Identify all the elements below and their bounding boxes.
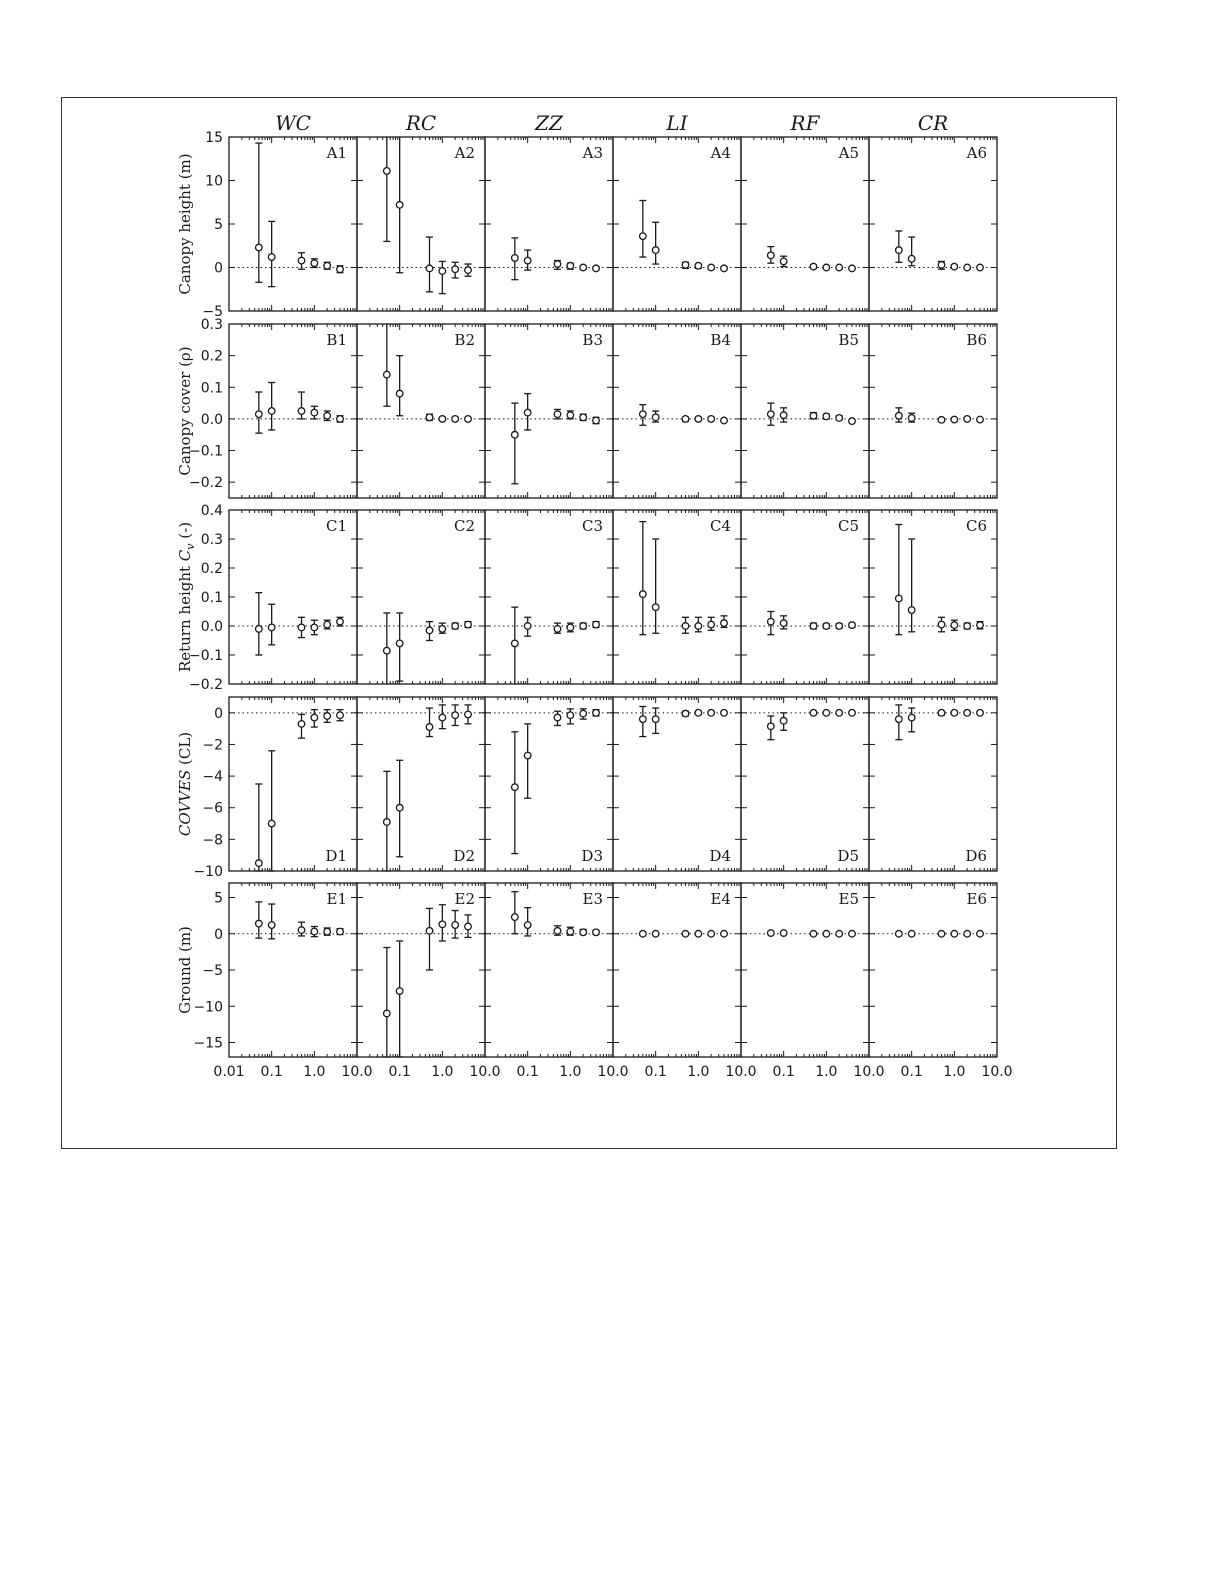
data-point-C6	[964, 623, 971, 630]
panel-frame-D4	[613, 697, 741, 871]
column-header-li: LI	[666, 111, 688, 135]
data-point-A2	[439, 268, 446, 275]
data-point-D2	[465, 711, 472, 718]
y-tick-label-row-3: 0.2	[200, 561, 223, 577]
data-point-B1	[268, 408, 275, 415]
data-point-A4	[652, 247, 659, 254]
data-point-C3	[554, 626, 561, 633]
panel-frame-B2	[357, 324, 485, 498]
data-point-D3	[580, 710, 587, 717]
data-point-D4	[721, 710, 728, 717]
data-point-D2	[439, 714, 446, 721]
data-point-A5	[810, 263, 817, 270]
data-point-D5	[768, 723, 775, 730]
data-point-D3	[512, 784, 519, 791]
y-tick-label-row-5: −15	[193, 1035, 223, 1052]
data-point-D5	[780, 717, 787, 724]
y-tick-label-row-2: −0.1	[189, 443, 223, 460]
x-tick-label: 0.1	[772, 1064, 795, 1080]
data-point-D4	[695, 710, 702, 717]
y-tick-label-row-4: −6	[202, 800, 223, 817]
y-tick-label-row-3: 0.4	[200, 503, 223, 519]
data-point-C6	[908, 607, 915, 614]
panel-label-A3: A3	[582, 144, 603, 162]
data-point-B3	[554, 411, 561, 418]
y-axis-label-row-5: Ground (m)	[176, 926, 194, 1014]
panel-label-C1: C1	[325, 517, 347, 535]
panel-label-B4: B4	[710, 331, 731, 349]
data-point-A3	[593, 265, 600, 272]
x-tick-label: 1.0	[431, 1064, 454, 1080]
data-point-E3	[512, 914, 519, 921]
panel-label-C3: C3	[581, 517, 603, 535]
data-point-C5	[810, 623, 817, 630]
data-point-A4	[708, 264, 715, 271]
data-point-D4	[640, 716, 647, 723]
y-tick-label-row-5: −10	[193, 999, 223, 1016]
data-point-E1	[337, 928, 344, 935]
data-point-A5	[768, 252, 775, 259]
data-point-B6	[896, 412, 903, 419]
data-point-B3	[567, 412, 574, 419]
panel-frame-C4	[613, 510, 741, 684]
panel-label-E1: E1	[326, 890, 347, 908]
data-point-E1	[324, 928, 331, 935]
data-point-E2	[384, 1010, 391, 1017]
data-point-B2	[465, 416, 472, 423]
panel-label-D3: D3	[581, 847, 603, 865]
data-point-B5	[810, 412, 817, 419]
data-point-A3	[580, 264, 587, 271]
data-point-C1	[256, 626, 263, 633]
x-tick-label: 1.0	[943, 1064, 966, 1080]
data-point-E6	[977, 930, 984, 937]
data-point-E2	[452, 922, 459, 929]
panel-frame-B5	[741, 324, 869, 498]
data-point-E5	[849, 930, 856, 937]
data-point-C4	[682, 623, 689, 630]
panel-frame-A6	[869, 137, 997, 311]
data-point-E1	[268, 922, 275, 929]
panel-frame-B4	[613, 324, 741, 498]
data-point-B5	[836, 415, 843, 422]
panel-frame-C1	[229, 510, 357, 684]
data-point-B2	[452, 416, 459, 423]
data-point-D6	[977, 710, 984, 717]
data-point-D6	[908, 714, 915, 721]
x-tick-label: 1.0	[687, 1064, 710, 1080]
panel-frame-C3	[485, 510, 613, 684]
data-point-A3	[512, 255, 519, 262]
column-header-wc: WC	[275, 111, 311, 135]
data-point-C2	[465, 621, 472, 628]
data-point-A6	[938, 262, 945, 269]
y-tick-label-row-1: 10	[205, 173, 223, 190]
data-point-E2	[465, 923, 472, 930]
panel-label-A4: A4	[710, 144, 731, 162]
y-tick-label-row-1: 5	[214, 217, 223, 233]
data-point-E4	[682, 930, 689, 937]
data-point-A4	[682, 262, 689, 269]
data-point-B1	[311, 409, 318, 416]
panel-frame-E2	[357, 883, 485, 1057]
data-point-E2	[396, 988, 403, 995]
data-point-A1	[337, 266, 344, 273]
data-point-D3	[593, 710, 600, 717]
data-point-E3	[580, 929, 587, 936]
data-point-E4	[721, 930, 728, 937]
data-point-D5	[823, 710, 830, 717]
data-point-A6	[964, 264, 971, 271]
panel-label-A5: A5	[838, 144, 859, 162]
data-point-B6	[908, 415, 915, 422]
panel-frame-B1	[229, 324, 357, 498]
panel-label-B6: B6	[966, 331, 987, 349]
y-tick-label-row-3: 0.0	[200, 619, 223, 635]
data-point-A3	[524, 257, 531, 264]
data-point-E2	[439, 921, 446, 928]
x-tick-label: 0.1	[260, 1064, 283, 1080]
data-point-C5	[768, 618, 775, 625]
data-point-B1	[324, 412, 331, 419]
x-tick-label: 1.0	[303, 1064, 326, 1080]
y-tick-label-row-5: 0	[214, 926, 223, 943]
data-point-B5	[780, 412, 787, 419]
x-tick-label: 0.01	[213, 1064, 245, 1080]
data-point-E6	[908, 930, 915, 937]
y-tick-label-row-3: −0.2	[189, 677, 223, 693]
panel-frame-D6	[869, 697, 997, 871]
x-tick-label: 10.0	[597, 1064, 629, 1080]
data-point-D6	[951, 710, 958, 717]
data-point-A6	[908, 255, 915, 262]
data-point-B1	[337, 416, 344, 423]
data-point-D2	[384, 819, 391, 826]
y-tick-label-row-5: 5	[214, 890, 223, 907]
data-point-A2	[384, 168, 391, 175]
data-point-D4	[708, 710, 715, 717]
data-point-E1	[298, 927, 305, 934]
data-point-D6	[896, 716, 903, 723]
data-point-E3	[554, 928, 561, 935]
data-point-A1	[256, 244, 263, 251]
panel-label-E2: E2	[454, 890, 475, 908]
panel-label-C5: C5	[837, 517, 859, 535]
data-point-D4	[652, 716, 659, 723]
y-tick-label-row-4: −10	[193, 864, 223, 880]
panel-label-A2: A2	[454, 144, 475, 162]
y-tick-label-row-1: 15	[205, 130, 223, 146]
data-point-C4	[640, 591, 647, 598]
data-point-A5	[823, 264, 830, 271]
panel-label-E5: E5	[838, 890, 859, 908]
y-tick-label-row-2: −0.2	[189, 475, 223, 492]
panel-label-B3: B3	[582, 331, 603, 349]
data-point-D6	[964, 710, 971, 717]
data-point-E4	[695, 930, 702, 937]
data-point-B2	[384, 371, 391, 378]
x-tick-label: 10.0	[469, 1064, 501, 1080]
column-header-rf: RF	[790, 111, 820, 135]
data-point-D1	[298, 721, 305, 728]
x-tick-label: 1.0	[559, 1064, 582, 1080]
x-tick-label: 0.1	[900, 1064, 923, 1080]
panel-label-D4: D4	[709, 847, 731, 865]
data-point-D6	[938, 710, 945, 717]
data-point-A2	[465, 267, 472, 274]
data-point-C1	[268, 624, 275, 631]
data-point-B3	[512, 431, 519, 438]
data-point-C4	[695, 623, 702, 630]
data-point-B3	[580, 414, 587, 421]
data-point-C3	[580, 623, 587, 630]
data-point-A6	[977, 264, 984, 271]
data-point-C3	[593, 621, 600, 628]
data-point-B4	[721, 417, 728, 424]
data-point-A6	[896, 247, 903, 254]
data-point-B6	[964, 416, 971, 423]
panel-frame-E4	[613, 883, 741, 1057]
data-point-B6	[951, 416, 958, 423]
data-point-B2	[426, 414, 433, 421]
data-point-D1	[268, 820, 275, 827]
x-tick-label: 0.1	[388, 1064, 411, 1080]
data-point-C6	[977, 622, 984, 629]
panel-frame-E1	[229, 883, 357, 1057]
data-point-B6	[977, 416, 984, 423]
data-point-E6	[896, 930, 903, 937]
y-tick-label-row-4: −2	[202, 737, 223, 754]
panel-frame-E6	[869, 883, 997, 1057]
data-point-E6	[964, 930, 971, 937]
panel-frame-E5	[741, 883, 869, 1057]
panel-frame-C2	[357, 510, 485, 684]
y-tick-label-row-3: 0.3	[200, 532, 223, 548]
data-point-B2	[439, 416, 446, 423]
data-point-A1	[268, 254, 275, 261]
data-point-A5	[836, 264, 843, 271]
data-point-D5	[810, 710, 817, 717]
data-point-B3	[593, 417, 600, 424]
y-tick-label-row-4: −4	[202, 769, 223, 786]
data-point-D4	[682, 710, 689, 717]
column-header-cr: CR	[917, 111, 949, 135]
data-point-D1	[311, 714, 318, 721]
data-point-E1	[256, 920, 263, 927]
panel-frame-D5	[741, 697, 869, 871]
panel-label-B1: B1	[326, 331, 347, 349]
data-point-A3	[567, 262, 574, 269]
data-point-E5	[810, 930, 817, 937]
panel-label-E6: E6	[966, 890, 987, 908]
data-point-C2	[426, 627, 433, 634]
y-tick-label-row-2: 0.1	[200, 380, 223, 397]
data-point-A1	[311, 260, 318, 267]
panel-frame-D1	[229, 697, 357, 871]
panel-label-B2: B2	[454, 331, 475, 349]
data-point-C6	[896, 595, 903, 602]
data-point-C5	[836, 623, 843, 630]
data-point-C5	[780, 620, 787, 627]
data-point-B5	[768, 411, 775, 418]
column-header-zz: ZZ	[535, 111, 563, 135]
x-tick-label: 10.0	[981, 1064, 1013, 1080]
data-point-A2	[452, 266, 459, 273]
data-point-C3	[512, 640, 519, 647]
data-point-B4	[682, 416, 689, 423]
data-point-E4	[652, 930, 659, 937]
y-tick-label-row-3: −0.1	[189, 648, 223, 664]
data-point-C1	[311, 624, 318, 631]
data-point-E2	[426, 928, 433, 935]
data-point-D1	[324, 713, 331, 720]
data-point-C2	[452, 623, 459, 630]
panel-frame-A2	[357, 137, 485, 311]
x-tick-label: 0.1	[644, 1064, 667, 1080]
data-point-E5	[823, 930, 830, 937]
data-point-B6	[938, 417, 945, 424]
data-point-C3	[524, 623, 531, 630]
data-point-C3	[567, 624, 574, 631]
data-point-D5	[849, 710, 856, 717]
data-point-D2	[426, 724, 433, 731]
data-point-B4	[640, 411, 647, 418]
data-point-C4	[708, 621, 715, 628]
x-tick-label: 0.1	[516, 1064, 539, 1080]
data-point-A3	[554, 261, 561, 268]
data-point-E1	[311, 928, 318, 935]
data-point-C5	[823, 623, 830, 630]
panel-label-B5: B5	[838, 331, 859, 349]
data-point-A4	[695, 262, 702, 269]
data-point-E5	[768, 930, 775, 937]
data-point-A1	[324, 262, 331, 269]
panel-label-C6: C6	[965, 517, 987, 535]
data-point-C2	[439, 626, 446, 633]
panel-frame-E3	[485, 883, 613, 1057]
panel-frame-A5	[741, 137, 869, 311]
data-point-B4	[652, 414, 659, 421]
panel-frame-C6	[869, 510, 997, 684]
panel-frame-A3	[485, 137, 613, 311]
data-point-B4	[695, 416, 702, 423]
data-point-E3	[567, 928, 574, 935]
data-point-A2	[426, 265, 433, 272]
data-point-B2	[396, 390, 403, 397]
data-point-E4	[640, 930, 647, 937]
y-tick-label-row-4: −8	[202, 832, 223, 849]
y-axis-label-row-2: Canopy cover (ρ)	[176, 346, 194, 476]
data-point-C6	[951, 622, 958, 629]
panel-label-A1: A1	[326, 144, 347, 162]
y-axis-label-row-4: COVVES (CL)	[176, 731, 194, 837]
data-point-C2	[396, 640, 403, 647]
data-point-A1	[298, 257, 305, 264]
column-header-rc: RC	[405, 111, 437, 135]
y-axis-label-row-1: Canopy height (m)	[176, 153, 194, 295]
data-point-B1	[256, 411, 263, 418]
data-point-C2	[384, 647, 391, 654]
data-point-B4	[708, 416, 715, 423]
panel-label-A6: A6	[966, 144, 987, 162]
panel-label-D2: D2	[453, 847, 475, 865]
data-point-C4	[721, 620, 728, 627]
y-axis-label-row-3: Return height $C_v$ (-)	[176, 521, 197, 673]
data-point-D2	[452, 712, 459, 719]
data-point-A5	[780, 258, 787, 265]
y-tick-label-row-2: 0.0	[200, 411, 223, 428]
y-tick-label-row-2: 0.3	[200, 317, 223, 333]
data-point-C4	[652, 604, 659, 611]
data-point-E6	[951, 930, 958, 937]
data-point-D1	[256, 860, 263, 867]
data-point-B3	[524, 409, 531, 416]
y-tick-label-row-1: −5	[202, 304, 223, 320]
data-point-D3	[524, 752, 531, 759]
data-point-C5	[849, 622, 856, 629]
data-point-D5	[836, 710, 843, 717]
panel-label-E3: E3	[582, 890, 603, 908]
x-tick-label: 10.0	[853, 1064, 885, 1080]
panel-frame-A4	[613, 137, 741, 311]
data-point-C6	[938, 621, 945, 628]
y-tick-label-row-4: 0	[214, 705, 223, 722]
data-point-A6	[951, 263, 958, 270]
panel-frame-D2	[357, 697, 485, 871]
panel-frame-B6	[869, 324, 997, 498]
x-tick-label: 1.0	[815, 1064, 838, 1080]
panel-frame-D3	[485, 697, 613, 871]
panel-label-D6: D6	[965, 847, 987, 865]
data-point-D2	[396, 804, 403, 811]
panel-label-D5: D5	[837, 847, 859, 865]
y-tick-label-row-1: 0	[214, 260, 223, 277]
panel-frame-A1	[229, 137, 357, 311]
data-point-A4	[721, 265, 728, 272]
y-tick-label-row-3: 0.1	[200, 590, 223, 606]
data-point-E4	[708, 930, 715, 937]
data-point-E6	[938, 930, 945, 937]
panel-label-C4: C4	[709, 517, 731, 535]
data-point-D1	[337, 712, 344, 719]
data-point-B5	[823, 413, 830, 420]
y-tick-label-row-5: −5	[202, 963, 223, 979]
data-point-D3	[554, 714, 561, 721]
data-point-D3	[567, 712, 574, 719]
data-point-C1	[324, 621, 331, 628]
panel-frame-C5	[741, 510, 869, 684]
y-tick-label-row-2: 0.2	[200, 348, 223, 365]
data-point-B5	[849, 418, 856, 425]
panel-label-D1: D1	[325, 847, 347, 865]
data-point-C1	[298, 624, 305, 631]
panel-label-C2: C2	[453, 517, 475, 535]
panel-frame-B3	[485, 324, 613, 498]
data-point-E3	[593, 929, 600, 936]
data-point-E3	[524, 922, 531, 929]
data-point-B1	[298, 408, 305, 415]
x-tick-label: 10.0	[341, 1064, 373, 1080]
x-tick-label: 10.0	[725, 1064, 757, 1080]
data-point-E5	[836, 930, 843, 937]
data-point-A5	[849, 265, 856, 272]
panel-label-E4: E4	[710, 890, 731, 908]
data-point-A2	[396, 202, 403, 209]
data-point-A4	[640, 233, 647, 240]
data-point-E5	[780, 930, 787, 937]
data-point-C1	[337, 618, 344, 625]
